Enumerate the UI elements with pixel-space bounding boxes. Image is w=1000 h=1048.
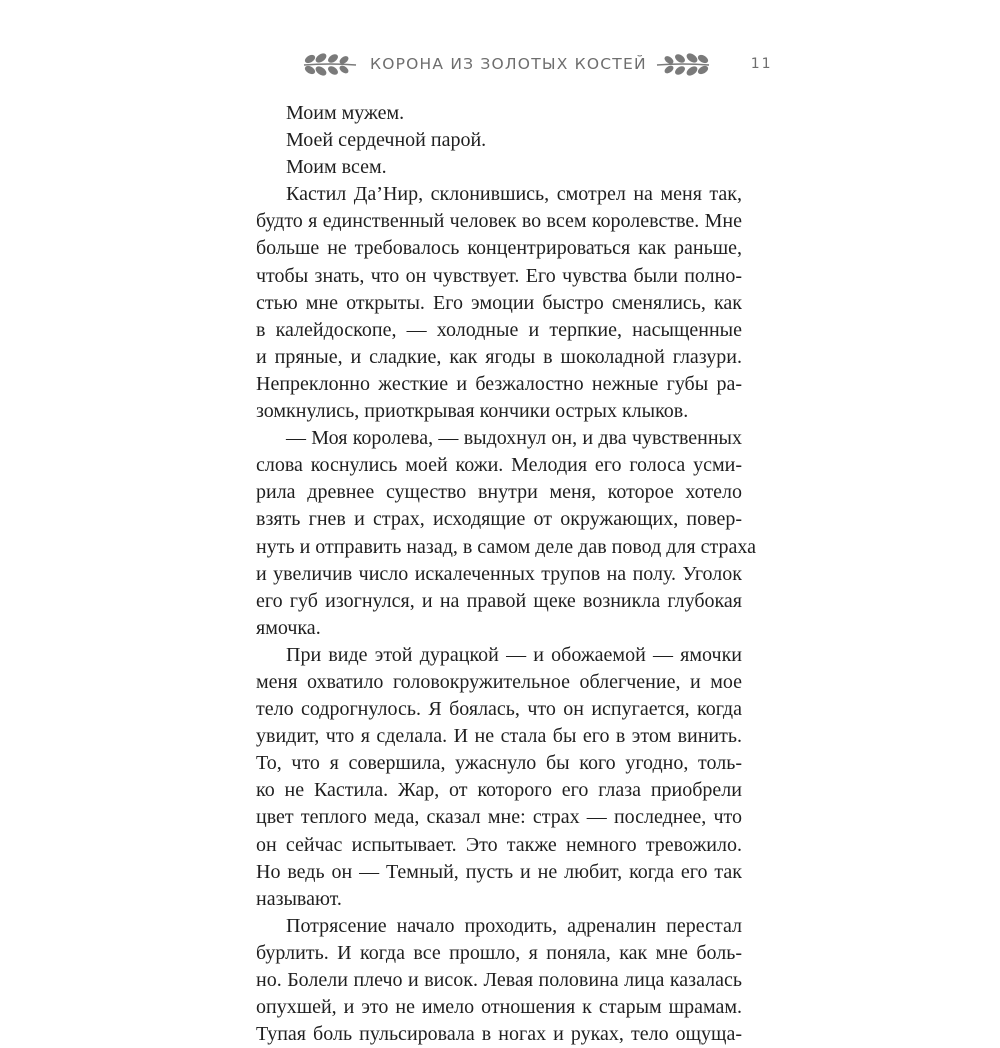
text-line: взять гнев и страх, исходящие от окружающих, повер-: [256, 508, 742, 531]
text-line: и пряные, и сладкие, как ягоды в шоколадной глазури.: [256, 345, 742, 368]
text-line: Но ведь он — Темный, пусть и не любит, когда его так: [256, 860, 742, 883]
text-line: увидит, что я сделала. И не стала бы его в этом винить.: [256, 725, 742, 748]
text-line: ко не Кастила. Жар, от которого его глаза приобрели: [256, 779, 742, 802]
laurel-branch-icon: [655, 49, 713, 79]
text-line: меня охватило головокружительное облегчение, и мое: [256, 670, 742, 693]
text-line: опухшей, и это не имело отношения к старым шрамам.: [256, 996, 742, 1019]
text-line: но. Болели плечо и висок. Левая половина лица казалась: [256, 969, 742, 991]
text-line: То, что я совершила, ужаснуло бы кого угодно, толь-: [256, 752, 742, 775]
text-line: Тупая боль пульсировала в ногах и руках, тело ощуща-: [256, 1023, 742, 1046]
text-line: больше не требовалось концентрироваться как раньше,: [256, 237, 742, 260]
running-header: [300, 44, 773, 84]
text-line: нуть и отправить назад, в самом деле дав повод для страха: [256, 535, 756, 558]
text-line: рила древнее существо внутри меня, которое хотело: [256, 481, 742, 504]
text-line: стью мне открыты. Его эмоции быстро сменялись, как: [256, 291, 742, 314]
page-number: 11: [750, 56, 773, 72]
text-line: и увеличив число искалеченных трупов на полу. Уголок: [256, 562, 742, 585]
text-line: Моим всем.: [286, 156, 387, 179]
laurel-branch-icon: [300, 49, 358, 79]
text-line: При виде этой дурацкой — и обожаемой — ямочки: [286, 643, 742, 666]
text-line: его губ изогнулся, и на правой щеке возникла глубокая: [256, 589, 742, 612]
text-line: цвет теплого меда, сказал мне: страх — последнее, что: [256, 806, 742, 829]
text-line: — Моя королева, — выдохнул он, и два чувственных: [286, 427, 742, 450]
text-line: он сейчас испытывает. Это также немного тревожило.: [256, 833, 742, 856]
text-line: Непреклонно жесткие и безжалостно нежные губы ра-: [256, 372, 742, 395]
body-text: [256, 100, 756, 1048]
text-line: Моим мужем.: [286, 102, 405, 124]
text-line: бурлить. И когда все прошло, я поняла, как мне боль-: [256, 941, 742, 964]
book-title: КОРОНА ИЗ ЗОЛОТЫХ КОСТЕЙ: [370, 55, 647, 73]
text-line: тело содрогнулось. Я боялась, что он испугается, когда: [256, 698, 742, 721]
text-line: в калейдоскопе, — холодные и терпкие, насыщенные: [256, 318, 742, 341]
text-line: Потрясение начало проходить, адреналин перестал: [286, 914, 742, 937]
text-line: зомкнулись, приоткрывая кончики острых клыков.: [256, 400, 689, 423]
text-line: будто я единственный человек во всем королевстве. Мне: [256, 210, 742, 233]
text-line: чтобы знать, что он чувствует. Его чувства были полно-: [256, 264, 742, 287]
text-line: Кастил Да’Нир, склонившись, смотрел на меня так,: [286, 183, 742, 206]
text-line: слова коснулись моей кожи. Мелодия его голоса усми-: [256, 454, 742, 477]
text-line: называют.: [256, 887, 342, 910]
text-line: Моей сердечной парой.: [286, 129, 487, 152]
text-line: ямочка.: [256, 616, 321, 639]
